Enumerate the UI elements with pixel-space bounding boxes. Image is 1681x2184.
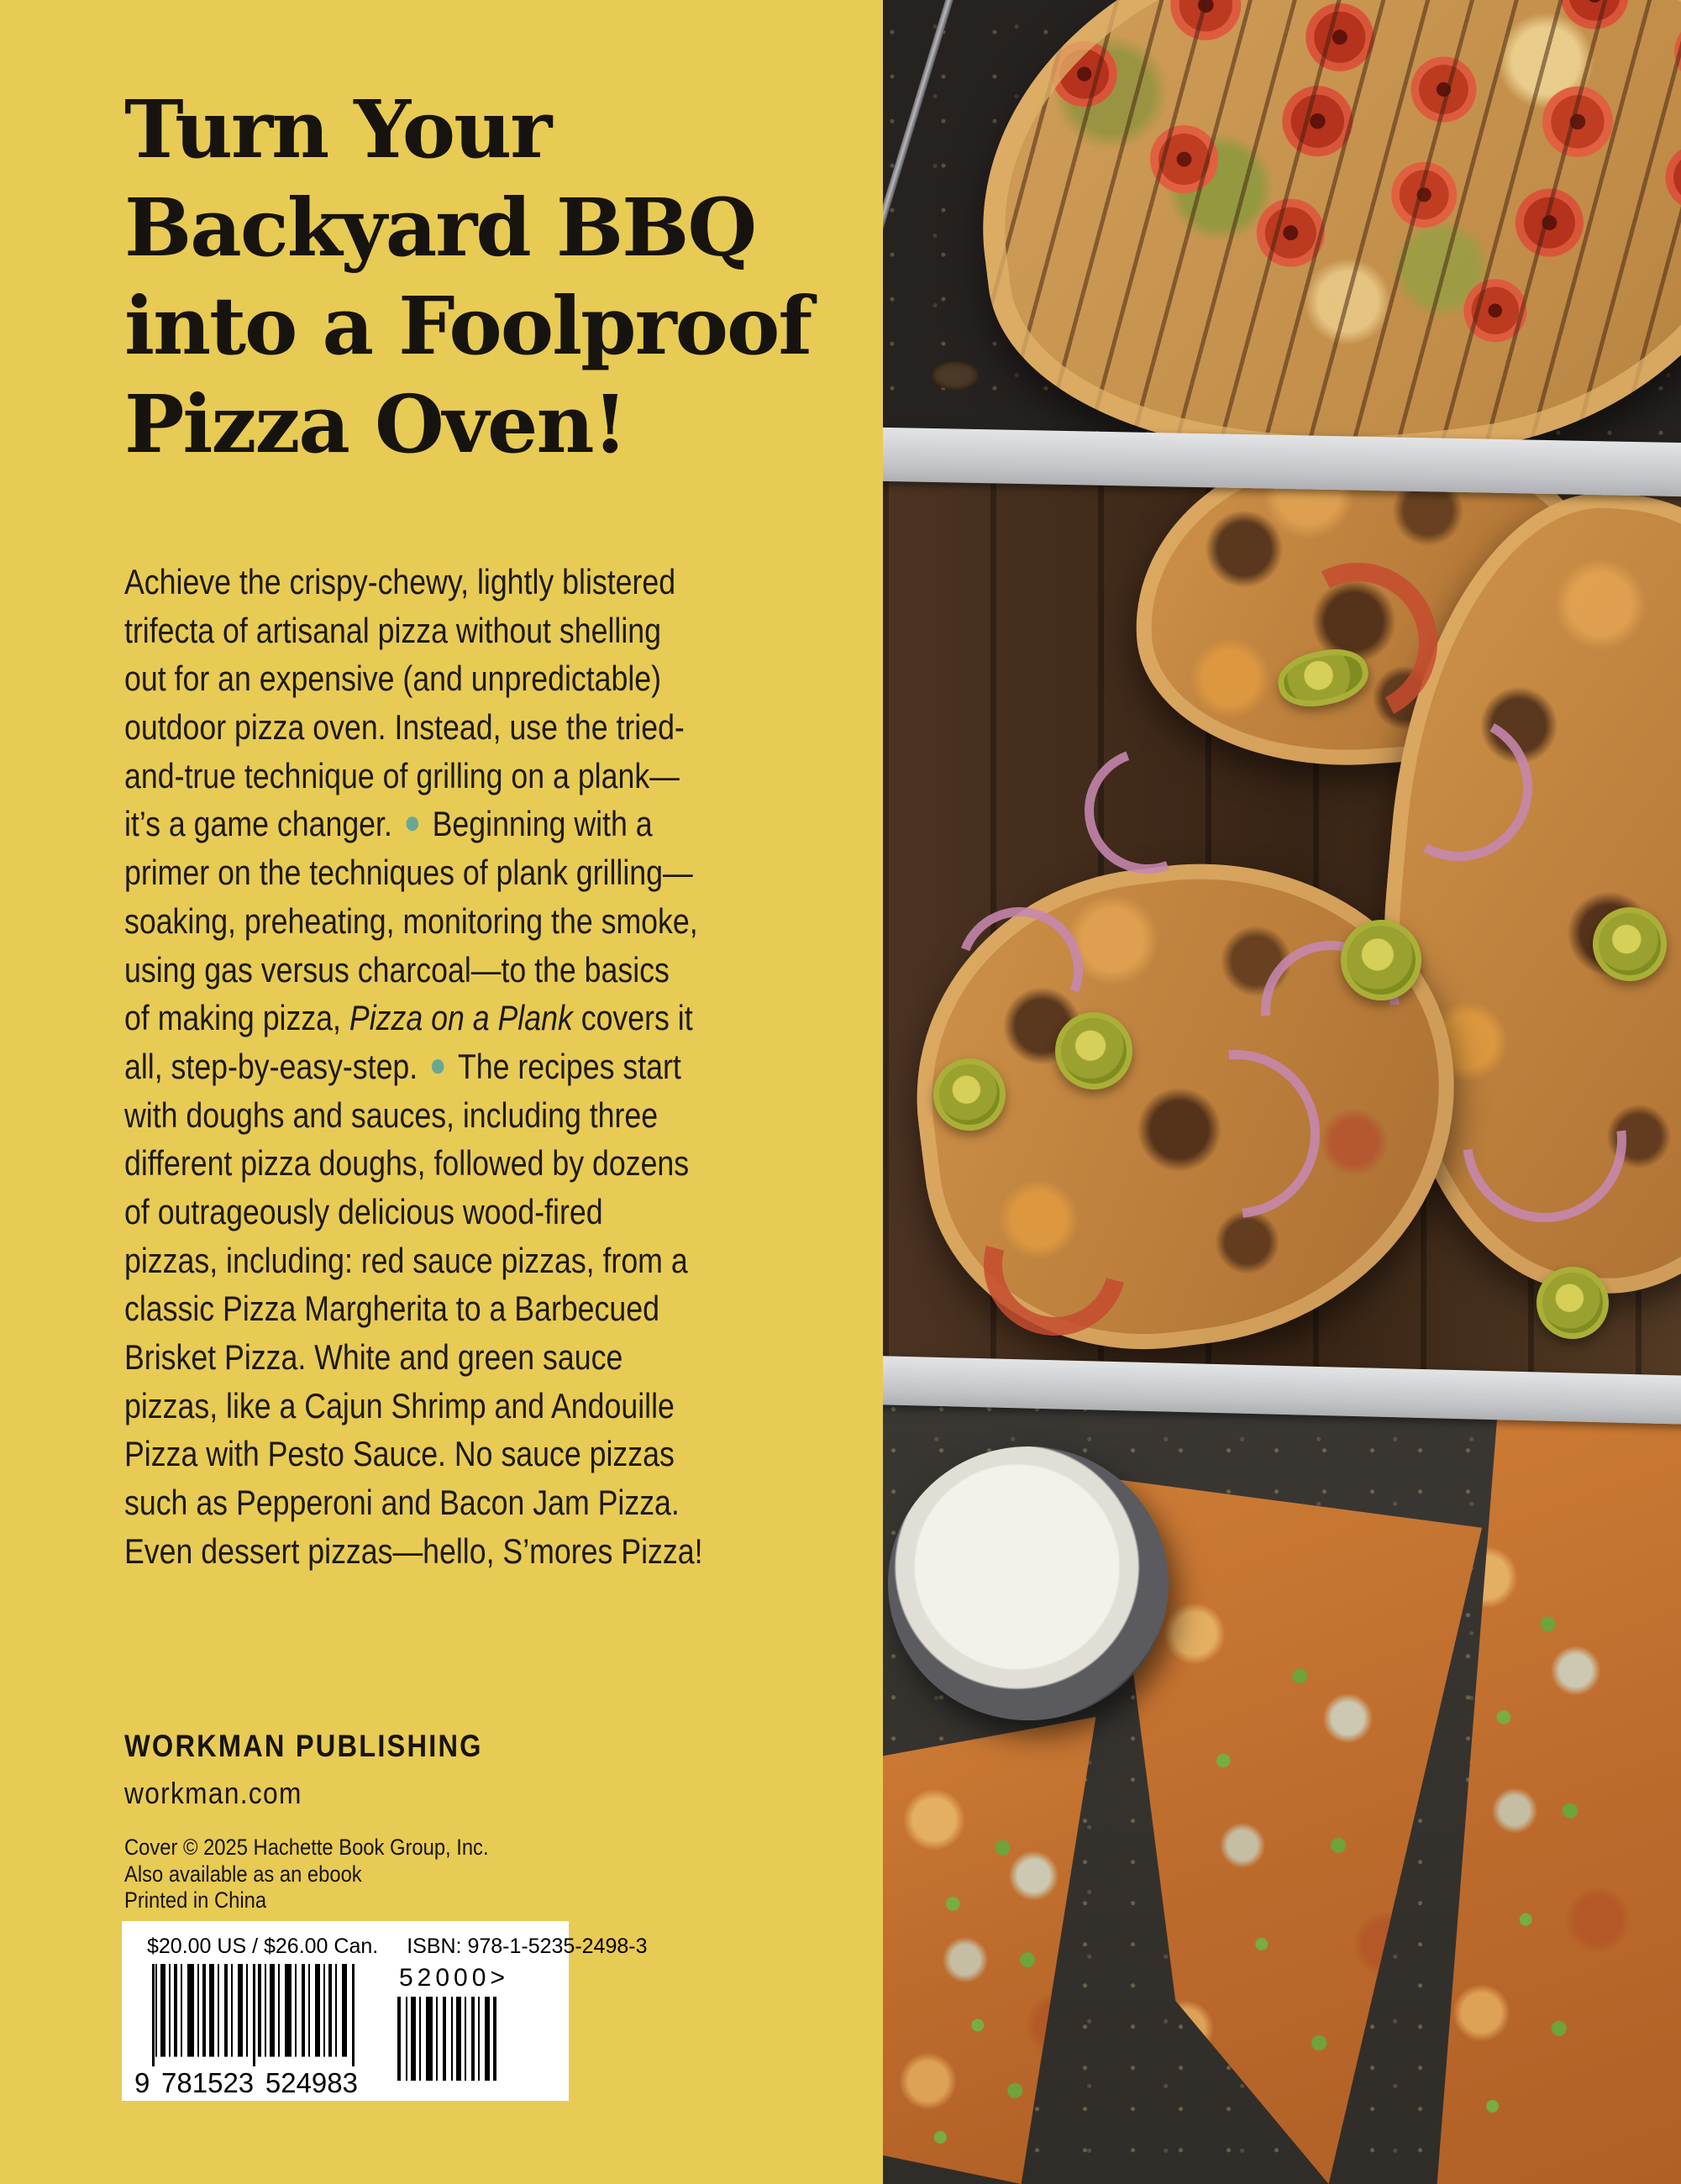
body-text: covers it (572, 998, 693, 1038)
cherry-tomato-flatbread (950, 0, 1681, 470)
body-line: and-true technique of grilling on a plank— (124, 755, 680, 795)
teal-bullet-icon: ● (403, 804, 422, 842)
supplement-arrow: > (490, 1964, 509, 1992)
publisher-block (124, 1729, 489, 1914)
buffalo-chicken-pizza-photo (883, 1398, 1681, 2184)
body-text: Beginning with a (432, 804, 653, 844)
price-isbn-row (147, 1935, 648, 1959)
body-line: out for an expensive (and unpredictable) (124, 659, 662, 699)
headline-line-3: into a Foolproof (124, 280, 812, 373)
ean-digit-group-1: 781523 (161, 2067, 255, 2098)
jalapeno-slice (1537, 1267, 1609, 1339)
body-text: The recipes start (457, 1046, 681, 1086)
pizza-slice (883, 1717, 1152, 2184)
body-text: all, step-by-easy-step. (124, 1046, 418, 1086)
body-line: Achieve the crispy-chewy, lightly blistered (124, 562, 676, 601)
charcoal-detail (932, 361, 979, 390)
barcode-graphics (134, 1964, 569, 2099)
grill-fork-icon (883, 0, 959, 329)
credit-line-2: Also available as an ebook (124, 1861, 362, 1887)
tomato-flatbread-photo (883, 0, 1681, 470)
body-copy (124, 558, 824, 1575)
pizza-photo-collage (883, 0, 1681, 2184)
jalapeno-slice (1055, 1012, 1132, 1089)
body-line: Even dessert pizzas—hello, S’mores Pizza! (124, 1530, 703, 1571)
body-line: trifecta of artisanal pizza without shelling (124, 610, 661, 650)
body-line: primer on the techniques of plank grilling— (124, 853, 693, 893)
headline-line-1: Turn Your (124, 83, 551, 176)
teal-bullet-icon: ● (428, 1046, 447, 1084)
jalapeno-slice (1593, 907, 1667, 981)
body-line: classic Pizza Margherita to a Barbecued (124, 1289, 659, 1329)
body-line (124, 800, 824, 848)
body-line: outdoor pizza oven. Instead, use the tried- (124, 707, 685, 748)
body-line: Pizza with Pesto Sauce. No sauce pizzas (124, 1434, 675, 1474)
price-label: $20.00 US / $26.00 Can. (147, 1935, 379, 1958)
brisket-pizza-photo (883, 470, 1681, 1378)
ean-digit-group-2: 524983 (265, 2067, 358, 2098)
headline-line-4: Pizza Oven! (124, 378, 627, 471)
body-line: Brisket Pizza. White and green sauce (124, 1337, 623, 1377)
jalapeno-slice (933, 1058, 1006, 1131)
body-text: it’s a game changer. (124, 804, 392, 844)
credits (124, 1835, 489, 1914)
headline-line-2: Backyard BBQ (124, 181, 756, 275)
body-line: such as Pepperoni and Bacon Jam Pizza. (124, 1483, 680, 1523)
body-line: with doughs and sauces, including three (124, 1095, 659, 1135)
barcode-panel (122, 1921, 648, 2101)
body-line: of outrageously delicious wood-fired (124, 1191, 603, 1231)
isbn-label: ISBN: 978-1-5235-2498-3 (407, 1935, 648, 1958)
body-line: different pizza doughs, followed by dozens (124, 1143, 690, 1184)
book-title-italic: Pizza on a Plank (349, 998, 573, 1038)
supplement-digits (397, 1964, 508, 1992)
supplement-barcode-bars-icon (397, 1997, 499, 2081)
jalapeno-slice (1341, 920, 1421, 1000)
body-line: using gas versus charcoal—to the basics (124, 949, 670, 990)
credit-line-1: Cover © 2025 Hachette Book Group, Inc. (124, 1835, 489, 1860)
body-line: pizzas, including: red sauce pizzas, from a (124, 1240, 688, 1280)
ean-digit-lead: 9 (134, 2067, 150, 2098)
ean-barcode-bars-icon (152, 1964, 358, 2066)
ean-barcode (134, 1964, 364, 2099)
credit-line-3: Printed in China (124, 1887, 267, 1913)
body-line (124, 994, 824, 1042)
body-line: soaking, preheating, monitoring the smoke, (124, 900, 698, 941)
dipping-sauce-bowl (888, 1446, 1169, 1720)
body-line: pizzas, like a Cajun Shrimp and Andouille (124, 1385, 675, 1425)
supplement-barcode (397, 1964, 508, 2099)
publisher-website: workman.com (124, 1776, 302, 1810)
publisher-name: WORKMAN PUBLISHING (124, 1729, 483, 1763)
body-text: of making pizza, (124, 998, 349, 1038)
pizza-slice (1404, 1406, 1681, 2184)
ean-digits (134, 2067, 358, 2099)
supplement-number: 52000 (399, 1964, 491, 1992)
body-line (124, 1042, 824, 1091)
headline (124, 81, 811, 474)
